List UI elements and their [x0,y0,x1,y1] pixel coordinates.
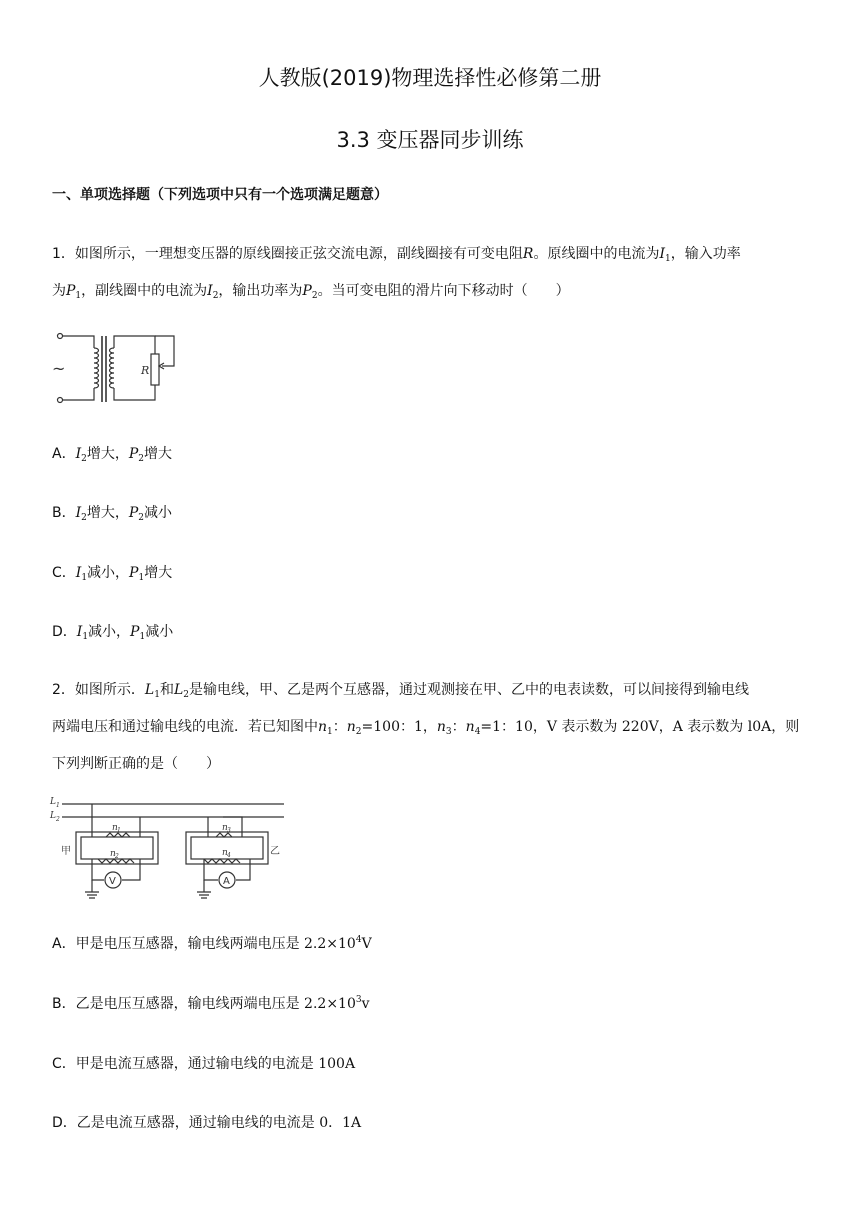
question-2-option-d[interactable]: D．乙是电流互感器，通过输电线的电流是 0．1A [52,1115,362,1131]
question-1-option-a[interactable]: A．$I_2$增大，$P_2$增大 [52,446,172,464]
resistor-label: R [141,364,150,377]
section-heading: 一、单项选择题（下列选项中只有一个选项满足题意） [52,187,388,203]
question-2-option-b[interactable]: B．乙是电压互感器，输电线两端电压是 $2.2\times 10^3v$ [52,995,370,1012]
transformer-jia-label: 甲 [61,846,71,857]
line-l1-sub: 1 [56,802,60,809]
question-2-option-c[interactable]: C．甲是电流互感器，通过输电线的电流是 100A [52,1056,356,1072]
question-number: 1 [52,246,61,262]
line-l2-sub: 2 [56,816,60,823]
question-2-text: 2．如图所示．$L_1$和$L_2$是输电线，甲、乙是两个互感器，通过观测接在甲、乙中的电表读数，可以间接得到输电线 两端电压和通过输电线的电流．若已知图中$n_1$：$n_2=100$：1，$n_3$：$n_4=1$：10，V 表示数为 220V，A 表示数为 l0A，则 下列判断正确的是（ ） [52,682,800,772]
question-number: 2 [52,682,61,698]
coil-n1-label: n [112,823,118,833]
coil-n2-sub: 2 [115,853,119,860]
line-l1-label: L [50,797,56,807]
coil-n3-label: n [222,823,228,833]
document-subtitle: 3.3 变压器同步训练 [336,128,524,152]
line-l2-label: L [50,811,56,821]
transformer-circuit-figure [50,328,190,408]
question-1-text: 1．如图所示，一理想变压器的原线圈接正弦交流电源，副线圈接有可变电阻R。原线圈中的电流为$I_1$，输入功率 为$P_1$，副线圈中的电流为$I_2$，输出功率为$P_2$。当可变电阻的滑片向下移动时（ ） [52,246,741,301]
coil-n3-sub: 3 [227,827,231,834]
question-1-option-c[interactable]: C．$I_1$减小，$P_1$增大 [52,565,173,583]
coil-n1-sub: 1 [117,827,121,834]
coil-n4-label: n [222,848,228,858]
question-1-option-b[interactable]: B．$I_2$增大，$P_2$减小 [52,505,173,523]
ammeter-label: A [223,876,230,887]
transformer-yi-label: 乙 [270,846,280,857]
ac-source-symbol: ~ [52,359,66,378]
instrument-transformer-figure [48,792,288,904]
coil-n2-label: n [110,849,116,859]
document-title: 人教版(2019)物理选择性必修第二册 [258,66,602,90]
coil-n4-sub: 4 [227,852,231,859]
question-2-option-a[interactable]: A．甲是电压互感器，输电线两端电压是 $2.2\times 10^4V$ [52,935,372,952]
question-1-option-d[interactable]: D．$I_1$减小，$P_1$减小 [52,624,174,642]
voltmeter-label: V [109,876,116,887]
